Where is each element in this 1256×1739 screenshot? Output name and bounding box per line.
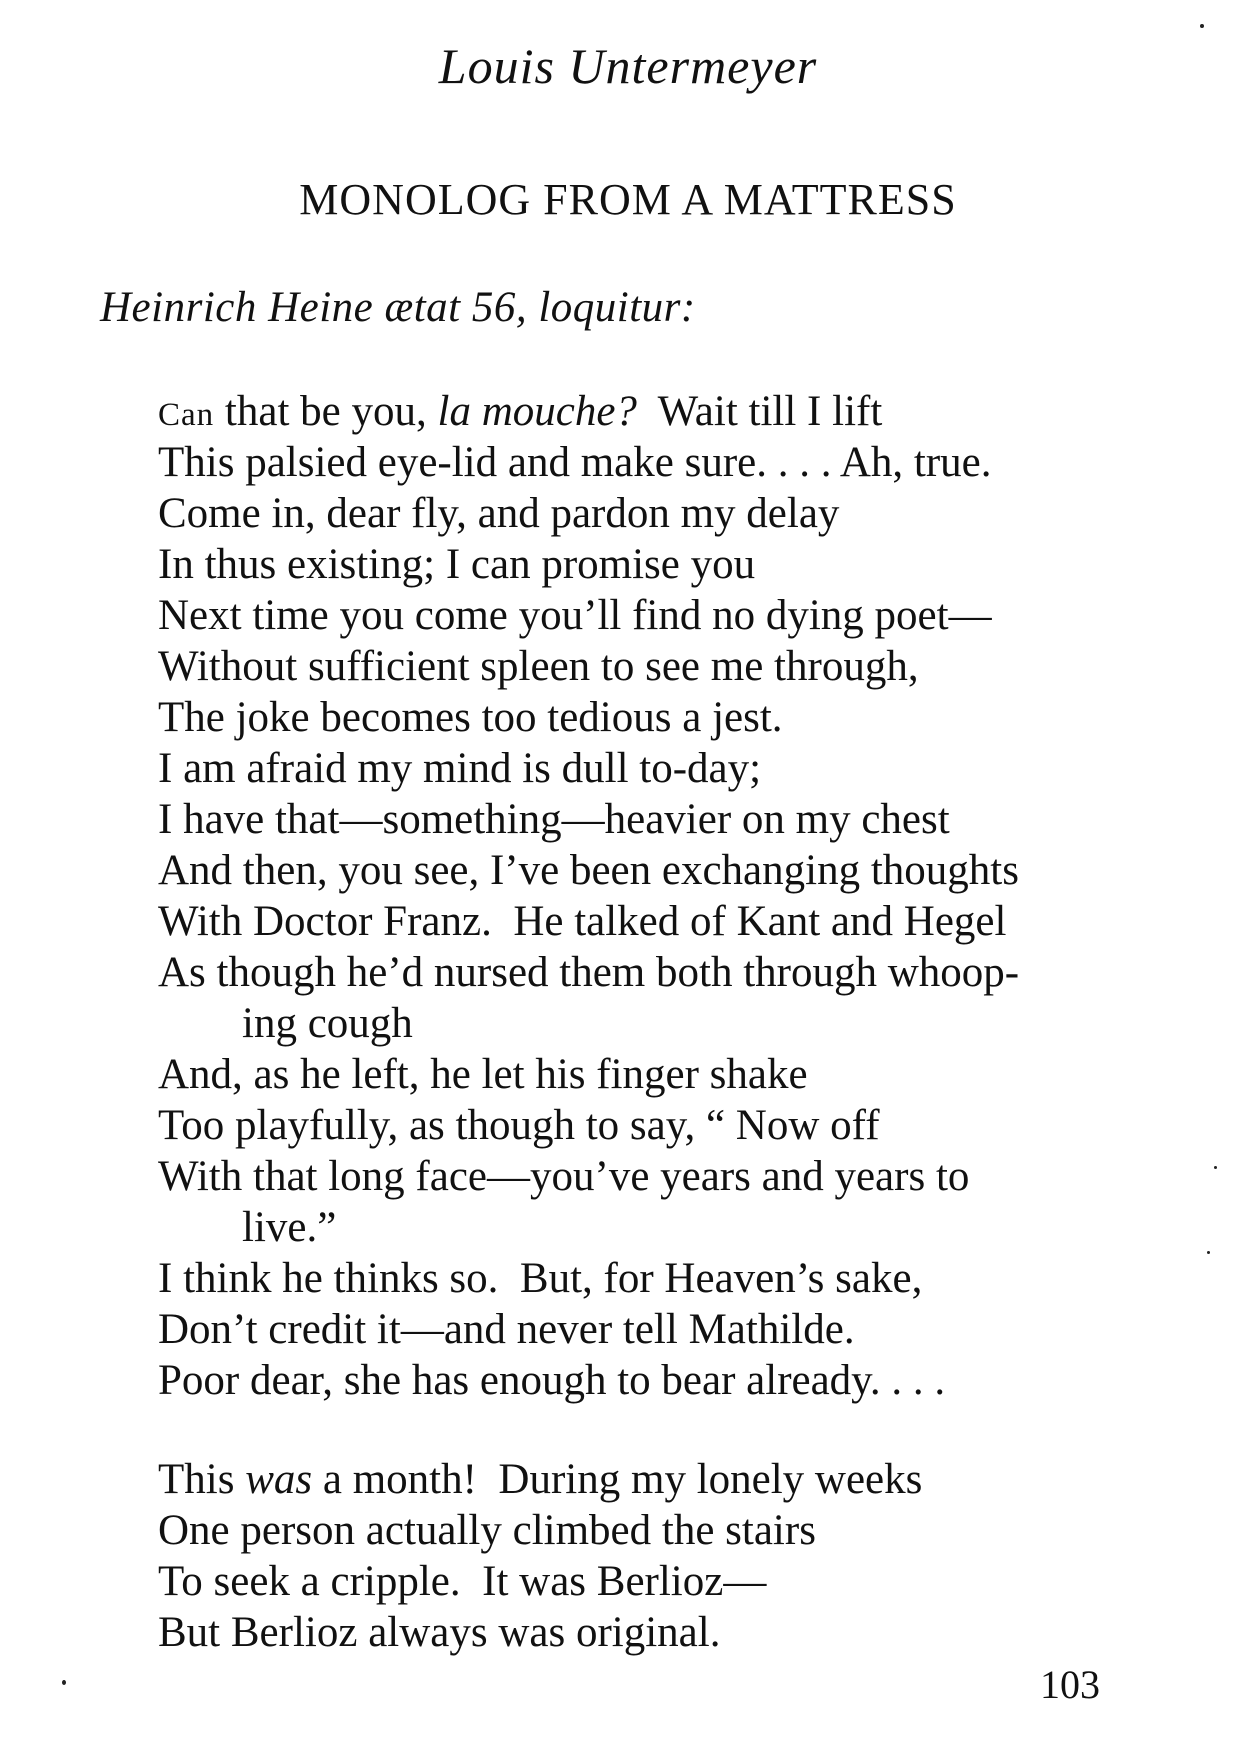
running-head-author: Louis Untermeyer	[438, 38, 818, 94]
poem-line: The joke becomes too tedious a jest.	[158, 694, 783, 741]
poem-line: Come in, dear fly, and pardon my delay	[158, 490, 840, 537]
poem-line: As though he’d nursed them both through whoop-	[158, 949, 1020, 996]
stanza-1	[158, 386, 1118, 1406]
italic-phrase: la mouche?	[437, 388, 637, 435]
poem-line-continuation: ing cough	[242, 1000, 413, 1047]
line-text: that be you,	[214, 388, 438, 435]
page-number: 103	[1040, 1662, 1100, 1707]
scan-speck	[1200, 24, 1204, 28]
stanza-2	[158, 1454, 1118, 1658]
italic-word: was	[245, 1456, 313, 1503]
scan-speck	[62, 1680, 66, 1685]
poem-line-continuation: live.”	[242, 1204, 337, 1251]
poem-line: And, as he left, he let his finger shake	[158, 1051, 808, 1098]
poem-line	[158, 1454, 1118, 1505]
poem-line: In thus existing; I can promise you	[158, 541, 756, 588]
scan-speck	[1207, 1251, 1210, 1254]
poem-line: And then, you see, I’ve been exchanging thoughts	[158, 847, 1019, 894]
poem-line: To seek a cripple. It was Berlioz—	[158, 1558, 767, 1605]
poem-line: Next time you come you’ll find no dying poet—	[158, 592, 992, 639]
small-caps-word: Can	[158, 397, 215, 433]
epigraph: Heinrich Heine ætat 56, loquitur:	[100, 284, 696, 331]
poem-line: Poor dear, she has enough to bear already. . . .	[158, 1357, 946, 1404]
scan-speck	[1214, 1166, 1217, 1169]
poem-line: With Doctor Franz. He talked of Kant and Hegel	[158, 898, 1007, 945]
line-text: This	[158, 1456, 246, 1503]
poem-line: I think he thinks so. But, for Heaven’s sake,	[158, 1255, 923, 1302]
poem-line	[158, 386, 1118, 437]
poem-line: This palsied eye-lid and make sure. . . . Ah, true.	[158, 439, 992, 486]
poem-line: Without sufficient spleen to see me through,	[158, 643, 919, 690]
poem-line: Too playfully, as though to say, “ Now off	[158, 1102, 880, 1149]
line-text: a month! During my lonely weeks	[312, 1456, 923, 1503]
poem-line: With that long face—you’ve years and years to	[158, 1153, 970, 1200]
line-text: Wait till I lift	[636, 388, 883, 435]
poem-line: Don’t credit it—and never tell Mathilde.	[158, 1306, 855, 1353]
poem-line: I am afraid my mind is dull to-day;	[158, 745, 762, 792]
poem-title: MONOLOG FROM A MATTRESS	[299, 175, 957, 224]
poem-line: One person actually climbed the stairs	[158, 1507, 816, 1554]
poem-line: I have that—something—heavier on my chest	[158, 796, 950, 843]
poem-line: But Berlioz always was original.	[158, 1609, 721, 1656]
